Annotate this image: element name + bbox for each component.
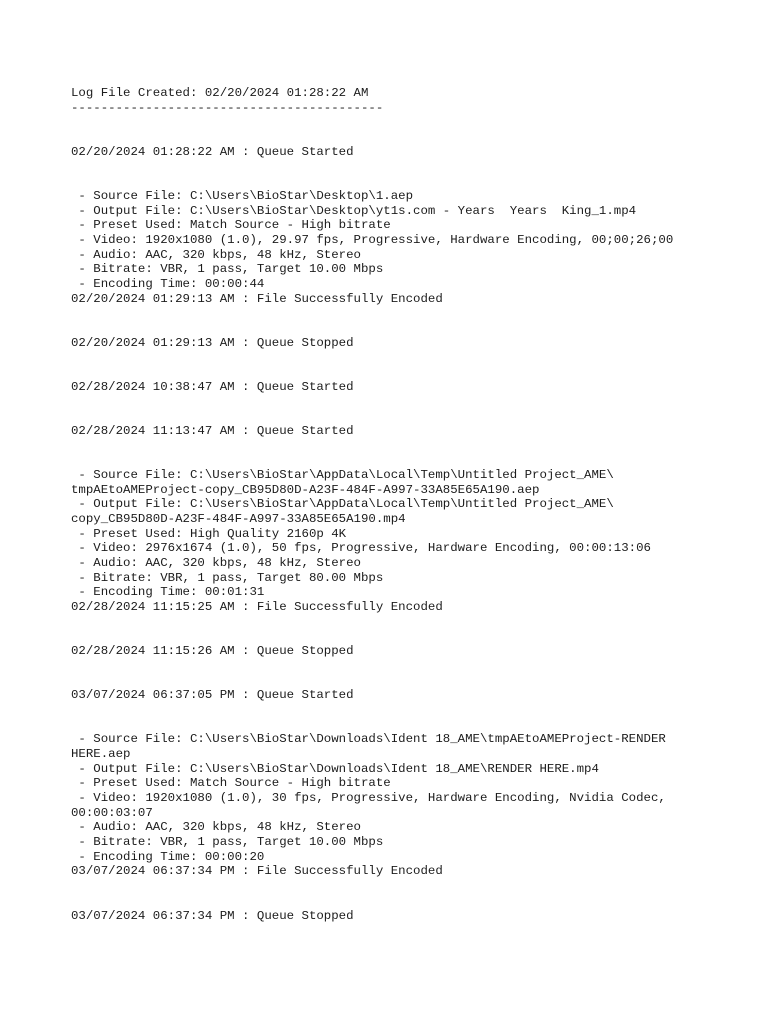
log-line: - Output File: C:\Users\BioStar\Desktop\yt1s.com - Years Years King_1.mp4 — [71, 203, 637, 218]
log-line — [71, 115, 761, 130]
log-line — [71, 321, 761, 336]
log-line: 03/07/2024 06:37:34 PM : File Successfully Encoded — [71, 864, 443, 879]
log-line: - Audio: AAC, 320 kbps, 48 kHz, Stereo — [71, 556, 361, 570]
log-line — [71, 674, 761, 689]
log-line: - Bitrate: VBR, 1 pass, Target 80.00 Mbps — [71, 570, 384, 585]
log-line — [71, 306, 761, 321]
log-line: 03/07/2024 06:37:34 PM : Queue Stopped — [71, 908, 354, 923]
log-line — [71, 453, 761, 468]
log-line — [71, 659, 761, 674]
log-line — [71, 894, 761, 909]
log-line — [71, 439, 761, 454]
log-line: - Bitrate: VBR, 1 pass, Target 10.00 Mbps — [71, 262, 384, 277]
log-line: - Output File: C:\Users\BioStar\Downloads\Ident 18_AME\RENDER HERE.mp4 — [71, 761, 599, 776]
log-line: - Preset Used: Match Source - High bitrate — [71, 776, 391, 791]
log-line — [71, 394, 761, 409]
log-line — [71, 879, 761, 894]
log-line: - Source File: C:\Users\BioStar\AppData\Local\Temp\Untitled Project_AME\ — [71, 467, 614, 482]
log-line: 00:00:03:07 — [71, 805, 153, 820]
log-line — [71, 718, 761, 733]
log-line — [71, 174, 761, 189]
log-line: - Preset Used: Match Source - High bitrate — [71, 218, 391, 233]
log-line — [71, 159, 761, 174]
log-line: - Encoding Time: 00:00:20 — [71, 849, 265, 864]
log-line: - Audio: AAC, 320 kbps, 48 kHz, Stereo — [71, 247, 361, 262]
log-line: - Video: 2976x1674 (1.0), 50 fps, Progressive, Hardware Encoding, 00:00:13:06 — [71, 541, 651, 556]
log-line: 02/28/2024 11:13:47 AM : Queue Started — [71, 423, 354, 438]
log-line — [71, 365, 761, 380]
log-line: Log File Created: 02/20/2024 01:28:22 AM — [71, 86, 369, 100]
log-line: tmpAEtoAMEProject-copy_CB95D80D-A23F-484F-A997-33A85E65A190.aep — [71, 482, 540, 497]
log-document — [71, 86, 761, 923]
log-line: - Encoding Time: 00:01:31 — [71, 585, 265, 600]
log-line — [71, 703, 761, 718]
log-line: - Output File: C:\Users\BioStar\AppData\Local\Temp\Untitled Project_AME\ — [71, 497, 614, 512]
log-line: 02/28/2024 11:15:25 AM : File Successfully Encoded — [71, 600, 443, 615]
log-line: 03/07/2024 06:37:05 PM : Queue Started — [71, 688, 354, 703]
log-line: copy_CB95D80D-A23F-484F-A997-33A85E65A190.mp4 — [71, 511, 406, 526]
log-line — [71, 130, 761, 145]
log-line: - Preset Used: High Quality 2160p 4K — [71, 526, 347, 541]
log-line: 02/20/2024 01:29:13 AM : Queue Stopped — [71, 335, 354, 350]
log-line: - Audio: AAC, 320 kbps, 48 kHz, Stereo — [71, 820, 361, 835]
log-line — [71, 350, 761, 365]
log-line: - Source File: C:\Users\BioStar\Downloads\Ident 18_AME\tmpAEtoAMEProject-RENDER — [71, 732, 666, 747]
log-line: - Source File: C:\Users\BioStar\Desktop\1.aep — [71, 188, 414, 203]
log-line: 02/20/2024 01:29:13 AM : File Successfully Encoded — [71, 291, 443, 306]
log-line: - Video: 1920x1080 (1.0), 29.97 fps, Progressive, Hardware Encoding, 00;00;26;00 — [71, 232, 674, 247]
log-line: - Encoding Time: 00:00:44 — [71, 276, 265, 291]
log-line: 02/28/2024 11:15:26 AM : Queue Stopped — [71, 644, 354, 659]
log-line: - Bitrate: VBR, 1 pass, Target 10.00 Mbps — [71, 835, 384, 850]
log-line: 02/28/2024 10:38:47 AM : Queue Started — [71, 379, 354, 394]
log-line: - Video: 1920x1080 (1.0), 30 fps, Progressive, Hardware Encoding, Nvidia Codec, — [71, 791, 666, 805]
log-line: HERE.aep — [71, 746, 131, 761]
log-line — [71, 409, 761, 424]
log-line: ------------------------------------------ — [71, 100, 384, 115]
log-line: 02/20/2024 01:28:22 AM : Queue Started — [71, 144, 354, 159]
log-line — [71, 629, 761, 644]
log-line — [71, 615, 761, 630]
